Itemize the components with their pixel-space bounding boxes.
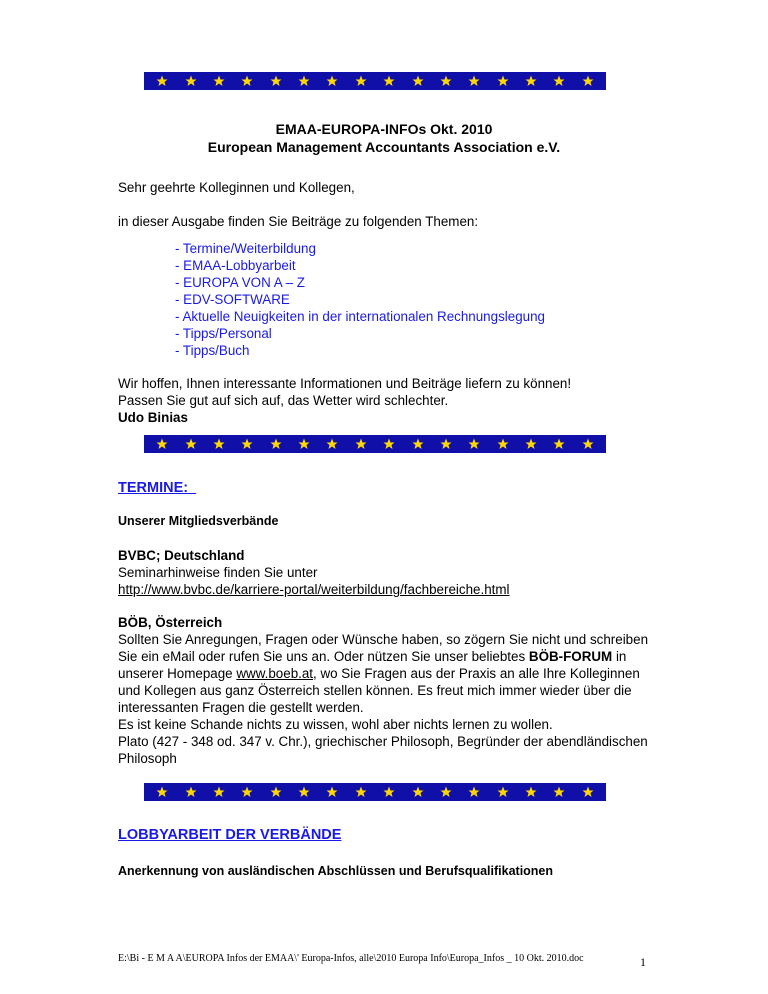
quote-line-3: Philosoph <box>118 751 177 766</box>
eu-stars-banner-lower <box>144 783 606 801</box>
star-icon <box>412 75 424 87</box>
star-icon <box>525 75 537 87</box>
topic-item: - EDV-SOFTWARE <box>175 292 290 307</box>
star-icon <box>213 786 225 798</box>
boeb-line-1: Sollten Sie Anregungen, Fragen oder Wünsche haben, so zögern Sie nicht und schreiben <box>118 632 649 647</box>
greeting: Sehr geehrte Kolleginnen und Kollegen, <box>118 180 355 195</box>
boeb-line-5: interessanten Fragen die gestellt werden. <box>118 700 364 715</box>
topic-item: - Tipps/Personal <box>175 326 272 341</box>
star-icon <box>412 786 424 798</box>
star-icon <box>298 438 310 450</box>
star-icon <box>525 786 537 798</box>
lobby-subheading: Anerkennung von ausländischen Abschlüssen und Berufsqualifikationen <box>118 864 554 878</box>
star-icon <box>383 786 395 798</box>
termine-subheading: Unserer Mitgliedsverbände <box>118 514 279 528</box>
star-icon <box>553 438 565 450</box>
star-icon <box>383 438 395 450</box>
boeb-line-3: unserer Homepage www.boeb.at, wo Sie Fragen aus der Praxis an alle Ihre Kolleginnen <box>118 666 640 681</box>
star-icon <box>582 786 594 798</box>
intro-lead: in dieser Ausgabe finden Sie Beiträge zu folgenden Themen: <box>118 214 479 229</box>
star-icon <box>383 75 395 87</box>
star-icon <box>355 75 367 87</box>
star-icon <box>525 438 537 450</box>
star-icon <box>412 438 424 450</box>
star-icon <box>185 786 197 798</box>
star-icon <box>468 438 480 450</box>
star-icon <box>213 75 225 87</box>
closing-text <box>118 375 658 426</box>
star-icon <box>468 786 480 798</box>
star-icon <box>440 786 452 798</box>
star-icon <box>270 75 282 87</box>
star-icon <box>440 438 452 450</box>
topic-item: - Tipps/Buch <box>175 343 250 358</box>
closing-line-1: Wir hoffen, Ihnen interessante Informationen und Beiträge liefern zu können! <box>118 376 572 391</box>
topic-item: - EUROPA VON A – Z <box>175 275 305 290</box>
doc-subtitle: European Management Accountants Association e.V. <box>207 139 561 155</box>
star-icon <box>468 75 480 87</box>
star-icon <box>497 438 509 450</box>
boeb-forum-label: BÖB-FORUM <box>528 649 613 664</box>
boeb-site-link[interactable]: www.boeb.at <box>236 666 314 681</box>
boeb-line-2: Sie ein eMail oder rufen Sie uns an. Oder nützen Sie unser beliebtes BÖB-FORUM in <box>118 649 627 664</box>
star-icon <box>582 438 594 450</box>
quote-line-1: Es ist keine Schande nichts zu wissen, wohl aber nichts lernen zu wollen. <box>118 717 553 732</box>
star-icon <box>185 75 197 87</box>
star-icon <box>326 75 338 87</box>
star-icon <box>298 75 310 87</box>
topic-item: - Termine/Weiterbildung <box>175 241 316 256</box>
boeb-title: BÖB, Österreich <box>118 615 223 630</box>
star-icon <box>298 786 310 798</box>
boeb-block <box>118 614 678 716</box>
star-icon <box>355 786 367 798</box>
star-icon <box>355 438 367 450</box>
star-icon <box>241 786 253 798</box>
bvbc-text: Seminarhinweise finden Sie unter <box>118 565 318 580</box>
star-icon <box>156 75 168 87</box>
star-icon <box>270 438 282 450</box>
star-icon <box>241 438 253 450</box>
topic-list <box>175 240 545 359</box>
bvbc-block <box>118 547 658 598</box>
topic-item: - EMAA-Lobbyarbeit <box>175 258 296 273</box>
boeb-line-4: und Kollegen aus ganz Österreich stellen können. Es freut mich immer wieder über die <box>118 683 632 698</box>
bvbc-title: BVBC; Deutschland <box>118 548 245 563</box>
star-icon <box>497 75 509 87</box>
signature: Udo Binias <box>118 410 188 425</box>
doc-title: EMAA-EUROPA-INFOs Okt. 2010 <box>275 121 493 137</box>
star-icon <box>440 75 452 87</box>
star-icon <box>185 438 197 450</box>
star-icon <box>326 786 338 798</box>
star-icon <box>270 786 282 798</box>
star-icon <box>497 786 509 798</box>
topic-item: - Aktuelle Neuigkeiten in der internationalen Rechnungslegung <box>175 309 545 324</box>
star-icon <box>326 438 338 450</box>
eu-stars-banner-top <box>144 72 606 90</box>
star-icon <box>582 75 594 87</box>
bvbc-link[interactable]: http://www.bvbc.de/karriere-portal/weiterbildung/fachbereiche.html <box>118 582 510 597</box>
quote-block <box>118 716 678 767</box>
closing-line-2: Passen Sie gut auf sich auf, das Wetter wird schlechter. <box>118 393 449 408</box>
star-icon <box>156 438 168 450</box>
page-number: 1 <box>640 955 646 969</box>
star-icon <box>553 786 565 798</box>
lobby-heading: LOBBYARBEIT DER VERBÄNDE <box>118 827 342 843</box>
termine-heading: TERMINE: <box>118 480 189 496</box>
star-icon <box>241 75 253 87</box>
star-icon <box>213 438 225 450</box>
eu-stars-banner-middle <box>144 435 606 453</box>
star-icon <box>553 75 565 87</box>
star-icon <box>156 786 168 798</box>
footer-file-path: E:\Bi - E M A A\EUROPA Infos der EMAA\' Europa-Infos, alle\2010 Europa Info\Europa_Infos _ 10 Okt. 2010.doc <box>118 953 584 964</box>
quote-line-2: Plato (427 - 348 od. 347 v. Chr.), griechischer Philosoph, Begründer der abendländischen <box>118 734 648 749</box>
